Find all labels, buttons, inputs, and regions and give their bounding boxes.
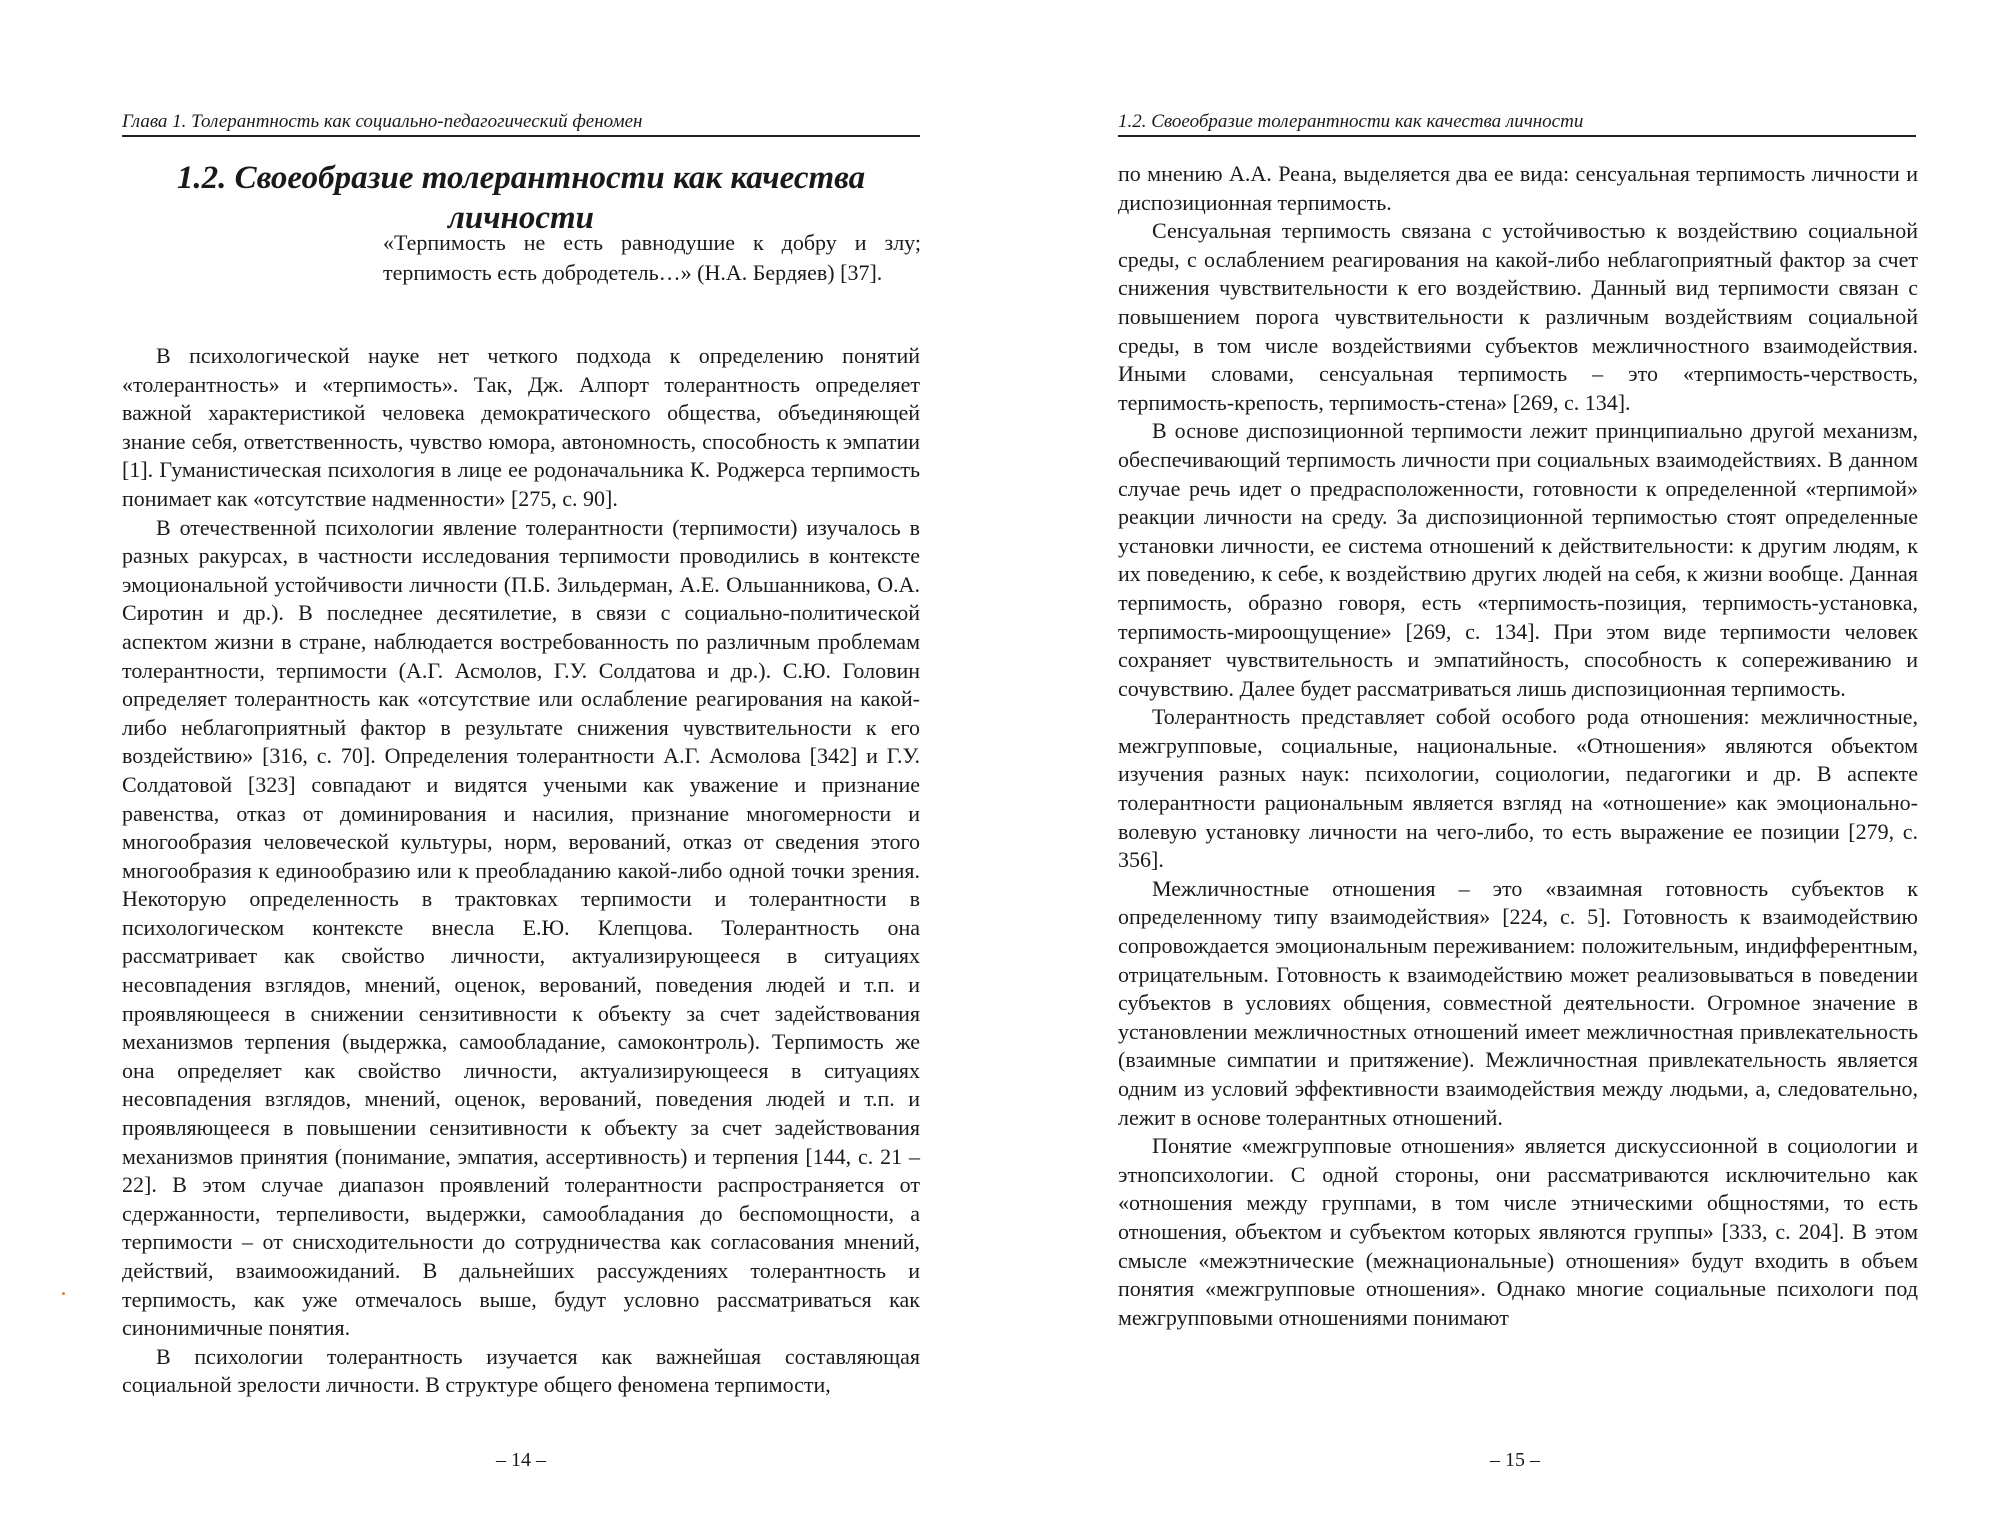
right-page-number: – 15 – <box>1490 1449 1540 1471</box>
right-page <box>1000 0 2000 1529</box>
section-title: 1.2. Своеобразие толерантности как качества личности <box>176 160 866 236</box>
paragraph: Понятие «межгрупповые отношения» является дискуссионной в социологии и этнопсихологии. С одной стороны, они рассматриваются исключительно как «отношения между группами, в том числе этническими общностями, то есть отношения, объектом и субъектом которых являются группы» [333, с. 204]. В этом смысле «межэтнические (межнациональные) отношения» будут входить в объем понятия «межгрупповые отношения». Однако многие социальные психологи под межгрупповыми отношениями понимают <box>1118 1133 1918 1330</box>
paragraph: Толерантность представляет собой особого рода отношения: межличностные, межгрупповые, социальные, национальные. «Отношения» являются объектом изучения разных наук: психологии, социологии, педагогики и др. В аспекте толерантности рациональным является взгляд на «отношение» как эмоционально-волевую установку личности на чего-либо, то есть выражение ее позиции [279, с. 356]. <box>1118 704 1918 873</box>
paragraph: Межличностные отношения – это «взаимная готовность субъектов к определенному типу взаимодействия» [224, с. 5]. Готовность к взаимодействию сопровождается эмоциональным переживанием: положительным, индифферентным, отрицательным. Готовность к взаимодействию может реализовываться в поведении субъектов в условиях общения, совместной деятельности. Огромное значение в установлении межличностных отношений имеет межличностная привлекательность (взаимные симпатии и притяжение). Межличностная привлекательность является одним из условий эффективности взаимодействия между людьми, а, следовательно, лежит в основе толерантных отношений. <box>1118 875 1918 1130</box>
paragraph: В основе диспозиционной терпимости лежит принципиально другой механизм, обеспечивающий терпимость личности при социальных взаимодействиях. В данном случае речь идет о предрасположенности, готовности к определенной «терпимой» реакции личности на среду. За диспозиционной терпимостью стоят определенные установки личности, ее система отношений к действительности: к другим людям, к их поведению, к себе, к воздействию других людей на себя, к жизни вообще. Данная терпимость, образно говоря, есть «терпимость-позиция, терпимость-установка, терпимость-мироощущение» [269, с. 134]. При этом виде терпимости человек сохраняет чувствительность и эмпатийность, способность к сопереживанию и сочувствию. Далее будет рассматриваться лишь диспозиционная терпимость. <box>1118 418 1918 701</box>
right-body-text <box>1118 160 1918 1332</box>
left-body-text <box>122 342 920 1400</box>
paragraph: В отечественной психологии явление толерантности (терпимости) изучалось в разных ракурсах, в частности исследования терпимости проводились в контексте эмоциональной устойчивости личности (П.Б. Зильдерман, А.Е. Ольшанникова, О.А. Сиротин и др.). В последнее десятилетие, в связи с социально-политической аспектом жизни в стране, наблюдается востребованность по различным проблемам толерантности, терпимости (А.Г. Асмолов, Г.У. Солдатова и др.). С.Ю. Головин определяет толерантность как «отсутствие или ослабление реагирования на какой-либо неблагоприятный фактор в результате снижения чувствительности к его воздействию» [316, с. 70]. Определения толерантности А.Г. Асмолова [342] и Г.У. Солдатовой [323] совпадают и видятся учеными как уважение и признание равенства, отказ от доминирования и насилия, признание многомерности и многообразия человеческой культуры, норм, верований, отказ от сведения этого многообразия к единообразию или к преобладанию какой-либо одной точки зрения. Некоторую определенность в трактовках терпимости и толерантности в психологическом контексте внесла Е.Ю. Клепцова. Толерантность она рассматривает как свойство личности, актуализирующееся в ситуациях несовпадения взглядов, мнений, оценок, верований, поведения людей и т.п. и проявляющееся в снижении сензитивности к объекту за счет задействования механизмов терпения (выдержка, самообладание, самоконтроль). Терпимость же она определяет как свойство личности, актуализирующееся в ситуациях несовпадения взглядов, мнений, оценок, верований, поведения людей и т.п. и проявляющееся в повышении сензитивности к объекту за счет задействования механизмов принятия (понимание, эмпатия, ассертивность) и терпения [144, с. 21 – 22]. В этом случае диапазон проявлений толерантности распространяется от сдержанности, терпеливости, выдержки, самообладания до беспомощности, а терпимости – от снисходительности до сотрудничества как согласования мнений, действий, взаимоожиданий. В дальнейших рассуждениях толерантность и терпимость, как уже отмечалось выше, будут условно рассматриваться как синонимичные понятия. <box>122 514 920 1341</box>
paragraph: В психологии толерантность изучается как важнейшая составляющая социальной зрелости личности. В структуре общего феномена терпимости, <box>122 1343 920 1398</box>
right-running-head: 1.2. Своеобразие толерантности как качества личности <box>1118 110 1916 137</box>
paragraph: В психологической науке нет четкого подхода к определению понятий «толерантность» и «терпимость». Так, Дж. Алпорт толерантность определяет важной характеристикой человека демократического общества, объединяющей знание себя, ответственность, чувство юмора, автономность, способность к эмпатии [1]. Гуманистическая психология в лице ее родоначальника К. Роджерса терпимость понимает как «отсутствие надменности» [275, с. 90]. <box>122 343 920 511</box>
paragraph: Сенсуальная терпимость связана с устойчивостью к воздействию социальной среды, с ослаблением реагирования на какой-либо неблагоприятный фактор за счет снижения чувствительности к его воздействию. Данный вид терпимости связан с повышением порога чувствительности к различным воздействиям социальной среды, в том числе воздействиями субъектов межличностного взаимодействия. Иными словами, сенсуальная терпимость – это «терпимость-черствость, терпимость-крепость, терпимость-стена» [269, с. 134]. <box>1118 218 1918 415</box>
print-speck <box>62 1292 65 1295</box>
left-running-head: Глава 1. Толерантность как социально-педагогический феномен <box>122 110 920 137</box>
paragraph: по мнению А.А. Реана, выделяется два ее вида: сенсуальная терпимость личности и диспозиционная терпимость. <box>1118 161 1918 215</box>
epigraph: «Терпимость не есть равнодушие к добру и злу; терпимость есть добродетель…» (Н.А. Бердяев) [37]. <box>383 230 921 285</box>
left-page-number: – 14 – <box>496 1449 546 1471</box>
